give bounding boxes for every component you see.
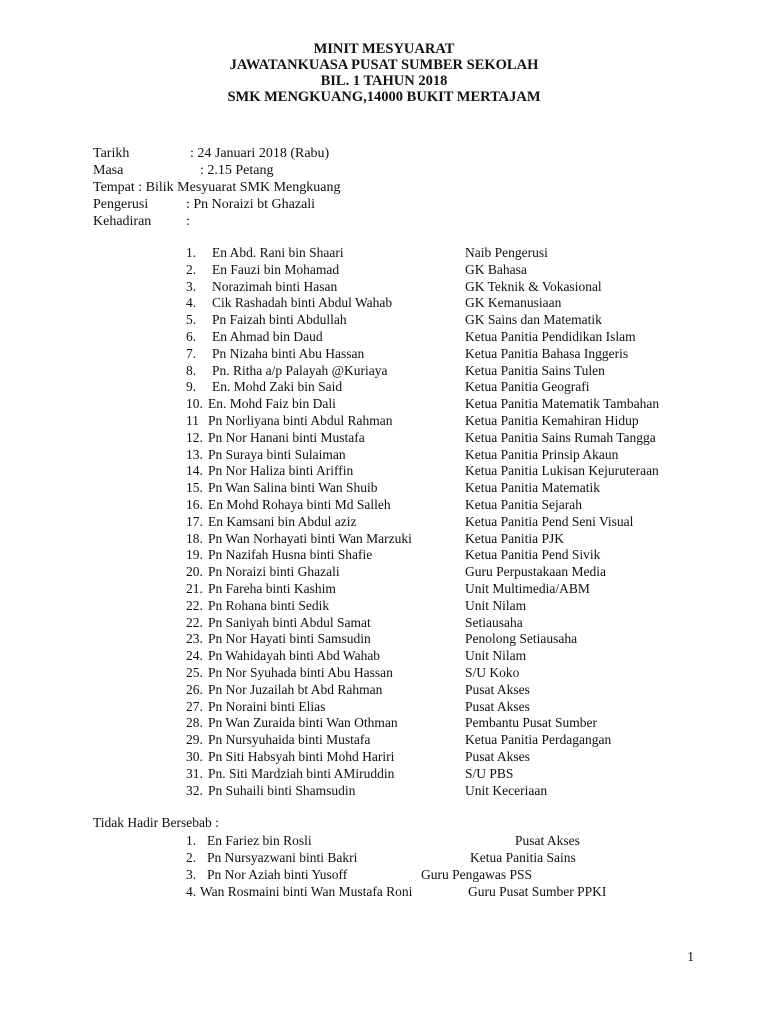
- attendee-row: [0, 295, 768, 312]
- absent-row: [0, 849, 768, 866]
- attendee-role: Penolong Setiausaha: [465, 631, 578, 647]
- attendee-role: GK Kemanusiaan: [465, 295, 562, 311]
- attendance-colon: :: [186, 214, 190, 229]
- attendee-number: 9.: [186, 379, 197, 395]
- absent-number: 2.: [186, 850, 197, 865]
- header-meeting-number: BIL. 1 TAHUN 2018: [320, 73, 448, 89]
- attendee-name: Pn Faizah binti Abdullah: [212, 312, 347, 328]
- absent-row: [0, 832, 768, 849]
- attendee-role: Ketua Panitia Bahasa Inggeris: [465, 345, 629, 361]
- absent-name: En Fariez bin Rosli: [207, 833, 312, 848]
- date-value: : 24 Januari 2018 (Rabu): [190, 146, 330, 161]
- attendee-number: 18.: [186, 530, 203, 546]
- attendee-role: Unit Nilam: [465, 597, 527, 613]
- attendee-name: Pn. Siti Mardziah binti AMiruddin: [208, 765, 395, 781]
- attendee-row: [0, 766, 768, 783]
- attendee-row: [0, 379, 768, 396]
- attendee-row: [0, 279, 768, 296]
- attendee-row: [0, 329, 768, 346]
- absent-row: [0, 883, 768, 900]
- attendee-name: En. Mohd Zaki bin Said: [212, 379, 343, 395]
- attendee-number: 28.: [186, 715, 203, 731]
- attendee-name: Pn Wan Norhayati binti Wan Marzuki: [208, 530, 412, 546]
- attendee-role: Ketua Panitia Matematik Tambahan: [465, 396, 660, 412]
- absent-role: Pusat Akses: [515, 833, 580, 848]
- attendee-name: En. Mohd Faiz bin Dali: [208, 396, 336, 412]
- attendee-role: Unit Nilam: [465, 648, 527, 664]
- attendee-role: Ketua Panitia Kemahiran Hidup: [465, 412, 639, 428]
- attendee-number: 20.: [186, 564, 203, 580]
- attendee-name: Pn. Ritha a/p Palayah @Kuriaya: [212, 362, 388, 378]
- header-school: SMK MENGKUANG,14000 BUKIT MERTAJAM: [227, 89, 541, 105]
- absent-number: 3.: [186, 867, 197, 882]
- attendee-name: Pn Suhaili binti Shamsudin: [208, 782, 356, 798]
- attendee-row: [0, 581, 768, 598]
- attendee-role: GK Teknik & Vokasional: [465, 278, 602, 294]
- attendee-role: Pusat Akses: [465, 681, 530, 697]
- attendee-name: Pn Saniyah binti Abdul Samat: [208, 614, 371, 630]
- attendee-number: 5.: [186, 312, 197, 328]
- attendee-role: Ketua Panitia Pend Sivik: [465, 547, 601, 563]
- attendee-row: [0, 783, 768, 800]
- attendee-name: Pn Wahidayah binti Abd Wahab: [208, 648, 381, 664]
- chair-value: : Pn Noraizi bt Ghazali: [186, 197, 316, 212]
- attendee-name: En Mohd Rohaya binti Md Salleh: [208, 496, 391, 512]
- attendee-row: [0, 547, 768, 564]
- attendee-role: Ketua Panitia Perdagangan: [465, 732, 612, 748]
- time-label: Masa: [93, 163, 124, 178]
- attendee-name: Pn Noraini binti Elias: [208, 698, 326, 714]
- absent-role: Ketua Panitia Sains: [470, 850, 576, 865]
- attendee-row: [0, 463, 768, 480]
- attendee-list: [0, 245, 768, 799]
- attendee-role: Pembantu Pusat Sumber: [465, 715, 597, 731]
- attendee-row: [0, 262, 768, 279]
- attendee-row: [0, 413, 768, 430]
- attendee-role: Unit Multimedia/ABM: [465, 580, 590, 596]
- attendee-name: En Ahmad bin Daud: [212, 328, 323, 344]
- attendee-role: Guru Perpustakaan Media: [465, 564, 606, 580]
- attendee-row: [0, 531, 768, 548]
- attendee-name: Pn Noraizi binti Ghazali: [208, 564, 340, 580]
- attendee-number: 30.: [186, 748, 203, 764]
- attendee-name: Cik Rashadah binti Abdul Wahab: [212, 295, 393, 311]
- attendee-role: Ketua Panitia Lukisan Kejuruteraan: [465, 463, 659, 479]
- attendee-role: Ketua Panitia PJK: [465, 530, 564, 546]
- attendee-number: 16.: [186, 496, 203, 512]
- attendee-number: 3.: [186, 278, 197, 294]
- attendee-number: 1.: [186, 245, 197, 260]
- absent-list: [0, 832, 768, 900]
- attendee-row: [0, 564, 768, 581]
- attendee-number: 19.: [186, 547, 203, 563]
- attendee-name: Pn Nazifah Husna binti Shafie: [208, 547, 373, 563]
- attendee-row: [0, 665, 768, 682]
- header-title: MINIT MESYUARAT: [313, 41, 455, 57]
- attendee-row: [0, 699, 768, 716]
- attendee-role: Pusat Akses: [465, 748, 530, 764]
- attendee-role: S/U PBS: [465, 765, 514, 781]
- attendee-name: Pn Rohana binti Sedik: [208, 597, 330, 613]
- attendee-role: Pusat Akses: [465, 698, 530, 714]
- attendee-name: Pn Nor Haliza binti Ariffin: [208, 463, 354, 479]
- attendee-number: 7.: [186, 345, 197, 361]
- attendee-name: Pn Nizaha binti Abu Hassan: [212, 345, 365, 361]
- attendee-role: Ketua Panitia Sains Rumah Tangga: [465, 429, 656, 445]
- attendee-number: 29.: [186, 732, 203, 748]
- absent-row: [0, 866, 768, 883]
- attendee-row: [0, 598, 768, 615]
- attendee-row: [0, 245, 768, 262]
- attendee-number: 14.: [186, 463, 203, 479]
- attendee-role: Ketua Panitia Matematik: [465, 480, 600, 496]
- attendee-number: 10.: [186, 396, 203, 412]
- attendee-number: 21.: [186, 580, 203, 596]
- attendee-number: 17.: [186, 513, 203, 529]
- attendee-number: 26.: [186, 681, 203, 697]
- attendee-number: 12.: [186, 429, 203, 445]
- attendee-name: En Kamsani bin Abdul aziz: [208, 513, 357, 529]
- attendee-number: 2.: [186, 261, 197, 277]
- attendee-name: En Abd. Rani bin Shaari: [212, 245, 344, 260]
- attendee-name: Pn Nor Hayati binti Samsudin: [208, 631, 371, 647]
- attendee-role: S/U Koko: [465, 664, 520, 680]
- attendee-number: 32.: [186, 782, 203, 798]
- attendee-role: Ketua Panitia Sejarah: [465, 496, 582, 512]
- attendee-row: [0, 514, 768, 531]
- attendee-row: [0, 480, 768, 497]
- attendee-role: GK Bahasa: [465, 261, 527, 277]
- attendee-role: Setiausaha: [465, 614, 523, 630]
- chair-label: Pengerusi: [93, 197, 149, 212]
- attendee-number: 13.: [186, 446, 203, 462]
- date-label: Tarikh: [93, 146, 130, 161]
- attendee-name: Pn Nor Syuhada binti Abu Hassan: [208, 664, 393, 680]
- attendee-number: 11: [186, 412, 199, 428]
- absent-role: Guru Pusat Sumber PPKI: [468, 884, 607, 899]
- attendee-row: [0, 396, 768, 413]
- attendee-name: Pn Nor Hanani binti Mustafa: [208, 429, 365, 445]
- absent-role: Guru Pengawas PSS: [421, 867, 533, 882]
- attendee-role: Unit Keceriaan: [465, 782, 548, 798]
- absent-name: Pn Nor Aziah binti Yusoff: [207, 867, 348, 882]
- attendee-row: [0, 682, 768, 699]
- attendee-row: [0, 346, 768, 363]
- absent-name: Pn Nursyazwani binti Bakri: [207, 850, 358, 865]
- attendee-number: 6.: [186, 328, 197, 344]
- attendee-row: [0, 363, 768, 380]
- attendee-name: Pn Wan Zuraida binti Wan Othman: [208, 715, 398, 731]
- attendee-name: Pn Nursyuhaida binti Mustafa: [208, 732, 371, 748]
- attendee-role: GK Sains dan Matematik: [465, 312, 602, 328]
- attendee-number: 4.: [186, 295, 197, 311]
- attendee-row: [0, 615, 768, 632]
- attendee-role: Ketua Panitia Pendidikan Islam: [465, 328, 636, 344]
- attendee-role: Ketua Panitia Pend Seni Visual: [465, 513, 634, 529]
- header-committee: JAWATANKUASA PUSAT SUMBER SEKOLAH: [229, 57, 539, 73]
- attendee-row: [0, 447, 768, 464]
- attendee-number: 23.: [186, 631, 203, 647]
- attendee-role: Ketua Panitia Sains Tulen: [465, 362, 605, 378]
- attendance-label: Kehadiran: [93, 214, 152, 229]
- attendee-name: Pn Suraya binti Sulaiman: [208, 446, 346, 462]
- document-header: [0, 41, 768, 105]
- page-number: 1: [687, 949, 694, 964]
- attendee-row: [0, 312, 768, 329]
- attendee-number: 8.: [186, 362, 197, 378]
- attendee-row: [0, 648, 768, 665]
- attendee-name: Pn Siti Habsyah binti Mohd Hariri: [208, 748, 395, 764]
- attendee-number: 22.: [186, 597, 203, 613]
- attendee-number: 25.: [186, 664, 203, 680]
- attendee-role: Ketua Panitia Geografi: [465, 379, 590, 395]
- attendee-name: En Fauzi bin Mohamad: [212, 261, 340, 277]
- time-value: : 2.15 Petang: [200, 163, 274, 178]
- attendee-number: 22.: [186, 614, 203, 630]
- attendee-row: [0, 732, 768, 749]
- attendee-number: 27.: [186, 698, 203, 714]
- attendee-name: Pn Norliyana binti Abdul Rahman: [208, 412, 393, 428]
- attendee-number: 31.: [186, 765, 203, 781]
- attendee-number: 15.: [186, 480, 203, 496]
- attendee-row: [0, 497, 768, 514]
- attendee-name: Pn Nor Juzailah bt Abd Rahman: [208, 681, 383, 697]
- attendee-role: Ketua Panitia Prinsip Akaun: [465, 446, 619, 462]
- absent-name: Wan Rosmaini binti Wan Mustafa Roni: [200, 884, 413, 899]
- attendee-row: [0, 715, 768, 732]
- absent-number: 1.: [186, 833, 197, 848]
- attendee-name: Norazimah binti Hasan: [212, 278, 338, 294]
- attendee-number: 24.: [186, 648, 203, 664]
- venue-text: Tempat : Bilik Mesyuarat SMK Mengkuang: [93, 180, 341, 195]
- attendee-name: Pn Wan Salina binti Wan Shuib: [208, 480, 378, 496]
- absent-title: Tidak Hadir Bersebab :: [93, 815, 219, 830]
- attendee-row: [0, 631, 768, 648]
- attendee-role: Naib Pengerusi: [465, 245, 548, 260]
- attendee-name: Pn Fareha binti Kashim: [208, 580, 336, 596]
- attendee-row: [0, 749, 768, 766]
- absent-number: 4.: [186, 884, 197, 899]
- attendee-row: [0, 430, 768, 447]
